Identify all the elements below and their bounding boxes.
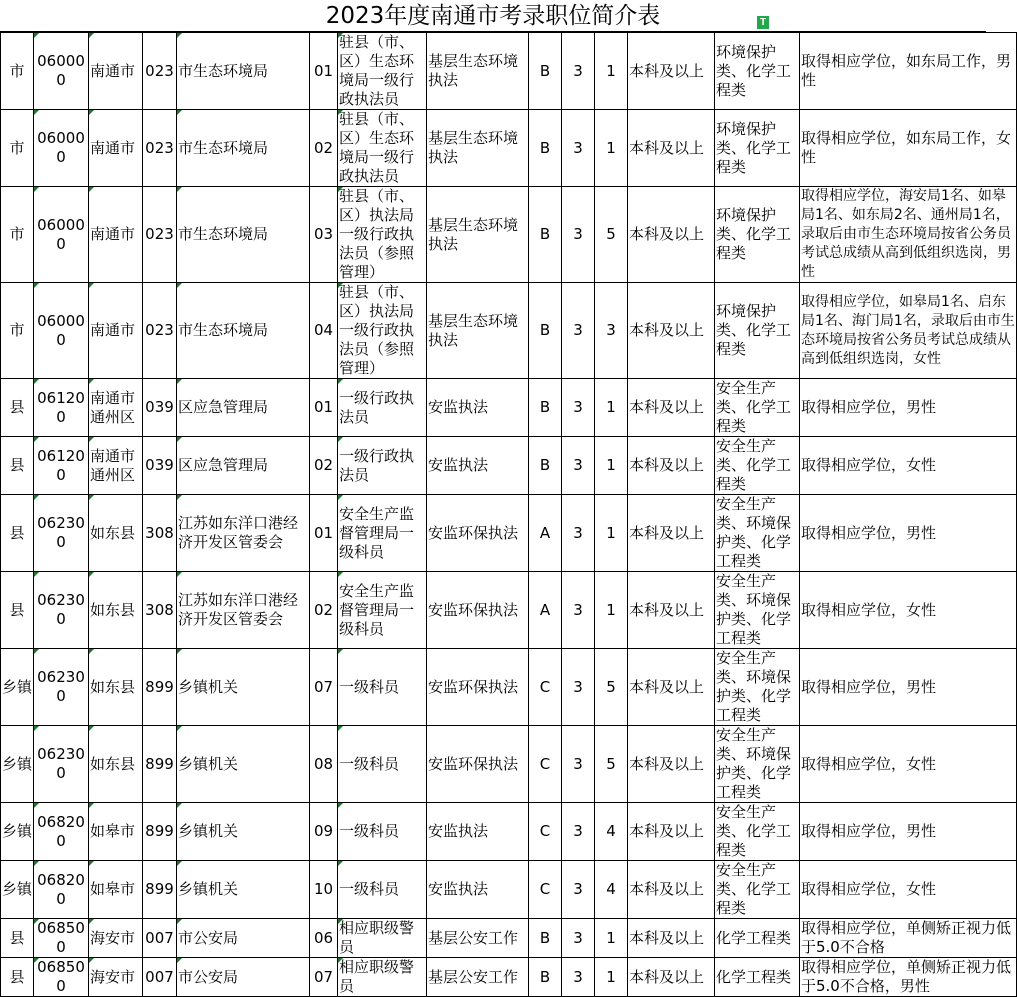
cell-category[interactable]: C xyxy=(529,861,562,919)
cell-education[interactable]: 本科及以上 xyxy=(628,495,715,572)
cell-position-desc[interactable]: 基层生态环境执法 xyxy=(427,110,529,187)
cell-quota[interactable]: 1 xyxy=(595,110,628,187)
cell-region[interactable]: 如皋市 xyxy=(89,803,143,861)
cell-major[interactable]: 环境保护类、化学工程类 xyxy=(715,110,800,187)
cell-unit-code[interactable]: 023 xyxy=(143,110,177,187)
cell-dept-code[interactable]: 061200 xyxy=(34,379,89,437)
cell-unit-name[interactable]: 市公安局 xyxy=(177,919,310,958)
table-row xyxy=(1,803,1017,861)
cell-level[interactable]: 乡镇 xyxy=(1,649,34,726)
cell-region[interactable]: 南通市 xyxy=(89,33,143,110)
cell-category[interactable]: B xyxy=(529,919,562,958)
cell-category[interactable]: B xyxy=(529,283,562,379)
cell-quota[interactable]: 1 xyxy=(595,495,628,572)
cell-region[interactable]: 如东县 xyxy=(89,495,143,572)
cell-ratio[interactable]: 3 xyxy=(562,187,595,283)
cell-notes[interactable]: 取得相应学位，女性 xyxy=(800,572,1017,649)
cell-dept-code[interactable]: 068500 xyxy=(34,958,89,997)
cell-unit-code[interactable]: 899 xyxy=(143,803,177,861)
cell-education[interactable]: 本科及以上 xyxy=(628,110,715,187)
cell-position-name[interactable]: 一级行政执法员 xyxy=(338,379,427,437)
cell-position-code[interactable]: 07 xyxy=(310,649,338,726)
cell-position-code[interactable]: 03 xyxy=(310,187,338,283)
cell-quota[interactable]: 3 xyxy=(595,283,628,379)
page-title: 2023年度南通市考录职位简介表 xyxy=(325,3,661,29)
cell-quota[interactable]: 1 xyxy=(595,919,628,958)
cell-major[interactable]: 化学工程类 xyxy=(715,958,800,997)
cell-unit-name[interactable]: 区应急管理局 xyxy=(177,379,310,437)
table-row xyxy=(1,495,1017,572)
cell-region[interactable]: 南通市通州区 xyxy=(89,379,143,437)
cell-position-desc[interactable]: 基层公安工作 xyxy=(427,919,529,958)
cell-position-name[interactable]: 一级科员 xyxy=(338,726,427,803)
cell-major[interactable]: 安全生产类、环境保护类、化学工程类 xyxy=(715,572,800,649)
cell-unit-code[interactable]: 007 xyxy=(143,958,177,997)
cell-position-desc[interactable]: 安监执法 xyxy=(427,379,529,437)
cell-major[interactable]: 环境保护类、化学工程类 xyxy=(715,283,800,379)
text-format-icon[interactable]: T xyxy=(757,16,769,29)
cell-region[interactable]: 南通市 xyxy=(89,110,143,187)
cell-region[interactable]: 海安市 xyxy=(89,958,143,997)
table-row xyxy=(1,187,1017,283)
cell-region[interactable]: 南通市 xyxy=(89,187,143,283)
cell-level[interactable]: 县 xyxy=(1,379,34,437)
cell-ratio[interactable]: 3 xyxy=(562,861,595,919)
cell-education[interactable]: 本科及以上 xyxy=(628,572,715,649)
cell-unit-name[interactable]: 乡镇机关 xyxy=(177,861,310,919)
cell-position-name[interactable]: 驻县（市、区）生态环境局一级行政执法员 xyxy=(338,33,427,110)
cell-position-name[interactable]: 一级科员 xyxy=(338,803,427,861)
cell-quota[interactable]: 1 xyxy=(595,958,628,997)
cell-education[interactable]: 本科及以上 xyxy=(628,803,715,861)
cell-notes[interactable]: 取得相应学位，女性 xyxy=(800,726,1017,803)
cell-level[interactable]: 乡镇 xyxy=(1,861,34,919)
cell-unit-name[interactable]: 江苏如东洋口港经济开发区管委会 xyxy=(177,495,310,572)
cell-ratio[interactable]: 3 xyxy=(562,283,595,379)
cell-education[interactable]: 本科及以上 xyxy=(628,379,715,437)
cell-category[interactable]: B xyxy=(529,437,562,495)
cell-level[interactable]: 县 xyxy=(1,572,34,649)
cell-education[interactable]: 本科及以上 xyxy=(628,958,715,997)
cell-major[interactable]: 环境保护类、化学工程类 xyxy=(715,33,800,110)
cell-position-code[interactable]: 04 xyxy=(310,283,338,379)
cell-position-name[interactable]: 安全生产监督管理局一级科员 xyxy=(338,572,427,649)
table-row xyxy=(1,919,1017,958)
cell-unit-code[interactable]: 899 xyxy=(143,861,177,919)
cell-major[interactable]: 安全生产类、环境保护类、化学工程类 xyxy=(715,726,800,803)
cell-quota[interactable]: 5 xyxy=(595,187,628,283)
cell-notes[interactable]: 取得相应学位，如皋局1名、启东局1名、海门局1名，录取后由市生态环境局按省公务员考试总成绩从高到低组织选岗，女性 xyxy=(800,283,1017,379)
cell-position-code[interactable]: 01 xyxy=(310,379,338,437)
cell-position-code[interactable]: 06 xyxy=(310,919,338,958)
cell-major[interactable]: 化学工程类 xyxy=(715,919,800,958)
table-row xyxy=(1,110,1017,187)
cell-unit-code[interactable]: 899 xyxy=(143,726,177,803)
cell-position-name[interactable]: 一级科员 xyxy=(338,861,427,919)
cell-quota[interactable]: 5 xyxy=(595,649,628,726)
cell-education[interactable]: 本科及以上 xyxy=(628,861,715,919)
cell-quota[interactable]: 5 xyxy=(595,726,628,803)
cell-dept-code[interactable]: 062300 xyxy=(34,495,89,572)
cell-position-code[interactable]: 08 xyxy=(310,726,338,803)
table-row xyxy=(1,861,1017,919)
cell-ratio[interactable]: 3 xyxy=(562,437,595,495)
cell-ratio[interactable]: 3 xyxy=(562,958,595,997)
cell-notes[interactable]: 取得相应学位，单侧矫正视力低于5.0不合格 xyxy=(800,919,1017,958)
cell-notes[interactable]: 取得相应学位，男性 xyxy=(800,379,1017,437)
cell-unit-code[interactable]: 039 xyxy=(143,379,177,437)
cell-level[interactable]: 市 xyxy=(1,187,34,283)
cell-unit-name[interactable]: 区应急管理局 xyxy=(177,437,310,495)
cell-unit-name[interactable]: 市生态环境局 xyxy=(177,283,310,379)
cell-position-name[interactable]: 驻县（市、区）生态环境局一级行政执法员 xyxy=(338,110,427,187)
cell-quota[interactable]: 1 xyxy=(595,437,628,495)
cell-notes[interactable]: 取得相应学位，女性 xyxy=(800,437,1017,495)
cell-ratio[interactable]: 3 xyxy=(562,572,595,649)
cell-category[interactable]: C xyxy=(529,726,562,803)
cell-education[interactable]: 本科及以上 xyxy=(628,437,715,495)
cell-unit-code[interactable]: 039 xyxy=(143,437,177,495)
cell-quota[interactable]: 4 xyxy=(595,861,628,919)
cell-dept-code[interactable]: 060000 xyxy=(34,110,89,187)
cell-major[interactable]: 安全生产类、化学工程类 xyxy=(715,437,800,495)
cell-position-code[interactable]: 10 xyxy=(310,861,338,919)
cell-position-desc[interactable]: 安监环保执法 xyxy=(427,572,529,649)
cell-education[interactable]: 本科及以上 xyxy=(628,649,715,726)
cell-major[interactable]: 安全生产类、化学工程类 xyxy=(715,803,800,861)
cell-region[interactable]: 南通市 xyxy=(89,283,143,379)
cell-position-name[interactable]: 一级行政执法员 xyxy=(338,437,427,495)
cell-region[interactable]: 如皋市 xyxy=(89,861,143,919)
cell-notes[interactable]: 取得相应学位，如东局工作，男性 xyxy=(800,33,1017,110)
cell-region[interactable]: 如东县 xyxy=(89,649,143,726)
cell-education[interactable]: 本科及以上 xyxy=(628,187,715,283)
cell-unit-name[interactable]: 市公安局 xyxy=(177,958,310,997)
table-row xyxy=(1,726,1017,803)
cell-position-desc[interactable]: 安监环保执法 xyxy=(427,726,529,803)
cell-position-desc[interactable]: 基层公安工作 xyxy=(427,958,529,997)
cell-unit-name[interactable]: 江苏如东洋口港经济开发区管委会 xyxy=(177,572,310,649)
cell-position-name[interactable]: 一级科员 xyxy=(338,649,427,726)
cell-position-name[interactable]: 驻县（市、区）执法局一级行政执法员（参照管理） xyxy=(338,187,427,283)
cell-major[interactable]: 安全生产类、环境保护类、化学工程类 xyxy=(715,495,800,572)
cell-category[interactable]: C xyxy=(529,803,562,861)
cell-position-code[interactable]: 01 xyxy=(310,495,338,572)
cell-major[interactable]: 安全生产类、化学工程类 xyxy=(715,379,800,437)
cell-unit-code[interactable]: 023 xyxy=(143,33,177,110)
cell-unit-name[interactable]: 市生态环境局 xyxy=(177,110,310,187)
cell-level[interactable]: 乡镇 xyxy=(1,726,34,803)
cell-major[interactable]: 安全生产类、环境保护类、化学工程类 xyxy=(715,649,800,726)
cell-unit-name[interactable]: 市生态环境局 xyxy=(177,187,310,283)
cell-dept-code[interactable]: 068200 xyxy=(34,861,89,919)
cell-notes[interactable]: 取得相应学位，男性 xyxy=(800,649,1017,726)
cell-position-desc[interactable]: 基层生态环境执法 xyxy=(427,33,529,110)
cell-region[interactable]: 如东县 xyxy=(89,572,143,649)
cell-ratio[interactable]: 3 xyxy=(562,919,595,958)
cell-unit-name[interactable]: 乡镇机关 xyxy=(177,726,310,803)
cell-level[interactable]: 县 xyxy=(1,495,34,572)
cell-quota[interactable]: 1 xyxy=(595,33,628,110)
cell-position-desc[interactable]: 安监执法 xyxy=(427,861,529,919)
table-row xyxy=(1,572,1017,649)
table-row xyxy=(1,379,1017,437)
cell-notes[interactable]: 取得相应学位，男性 xyxy=(800,803,1017,861)
cell-position-code[interactable]: 01 xyxy=(310,33,338,110)
cell-position-code[interactable]: 09 xyxy=(310,803,338,861)
cell-ratio[interactable]: 3 xyxy=(562,495,595,572)
cell-position-code[interactable]: 07 xyxy=(310,958,338,997)
cell-position-code[interactable]: 02 xyxy=(310,110,338,187)
cell-quota[interactable]: 1 xyxy=(595,379,628,437)
cell-notes[interactable]: 取得相应学位，女性 xyxy=(800,861,1017,919)
cell-education[interactable]: 本科及以上 xyxy=(628,726,715,803)
cell-region[interactable]: 海安市 xyxy=(89,919,143,958)
cell-notes[interactable]: 取得相应学位，海安局1名、如皋局1名、如东局2名、通州局1名，录取后由市生态环境局按省公务员考试总成绩从高到低组织选岗，男性 xyxy=(800,187,1017,283)
cell-dept-code[interactable]: 062300 xyxy=(34,649,89,726)
cell-ratio[interactable]: 3 xyxy=(562,33,595,110)
cell-dept-code[interactable]: 060000 xyxy=(34,33,89,110)
cell-education[interactable]: 本科及以上 xyxy=(628,919,715,958)
cell-level[interactable]: 市 xyxy=(1,33,34,110)
cell-major[interactable]: 安全生产类、化学工程类 xyxy=(715,861,800,919)
cell-unit-name[interactable]: 市生态环境局 xyxy=(177,33,310,110)
cell-unit-name[interactable]: 乡镇机关 xyxy=(177,649,310,726)
cell-level[interactable]: 市 xyxy=(1,110,34,187)
cell-level[interactable]: 乡镇 xyxy=(1,803,34,861)
cell-notes[interactable]: 取得相应学位，如东局工作，女性 xyxy=(800,110,1017,187)
cell-position-name[interactable]: 安全生产监督管理局一级科员 xyxy=(338,495,427,572)
cell-ratio[interactable]: 3 xyxy=(562,379,595,437)
table-row xyxy=(1,283,1017,379)
cell-level[interactable]: 县 xyxy=(1,919,34,958)
cell-level[interactable]: 县 xyxy=(1,437,34,495)
cell-ratio[interactable]: 3 xyxy=(562,803,595,861)
cell-unit-code[interactable]: 023 xyxy=(143,283,177,379)
title-row xyxy=(0,0,986,32)
cell-dept-code[interactable]: 068500 xyxy=(34,919,89,958)
cell-dept-code[interactable]: 068200 xyxy=(34,803,89,861)
cell-dept-code[interactable]: 061200 xyxy=(34,437,89,495)
cell-ratio[interactable]: 3 xyxy=(562,110,595,187)
cell-notes[interactable]: 取得相应学位，男性 xyxy=(800,495,1017,572)
cell-position-name[interactable]: 相应职级警员 xyxy=(338,958,427,997)
cell-dept-code[interactable]: 060000 xyxy=(34,187,89,283)
cell-education[interactable]: 本科及以上 xyxy=(628,283,715,379)
cell-position-desc[interactable]: 基层生态环境执法 xyxy=(427,283,529,379)
cell-unit-code[interactable]: 308 xyxy=(143,495,177,572)
cell-unit-code[interactable]: 308 xyxy=(143,572,177,649)
cell-category[interactable]: B xyxy=(529,33,562,110)
cell-position-desc[interactable]: 安监执法 xyxy=(427,437,529,495)
cell-level[interactable]: 县 xyxy=(1,958,34,997)
cell-category[interactable]: A xyxy=(529,572,562,649)
cell-category[interactable]: A xyxy=(529,495,562,572)
table-row xyxy=(1,649,1017,726)
cell-category[interactable]: B xyxy=(529,958,562,997)
cell-ratio[interactable]: 3 xyxy=(562,649,595,726)
cell-unit-code[interactable]: 899 xyxy=(143,649,177,726)
cell-dept-code[interactable]: 060000 xyxy=(34,283,89,379)
cell-region[interactable]: 南通市通州区 xyxy=(89,437,143,495)
cell-education[interactable]: 本科及以上 xyxy=(628,33,715,110)
cell-major[interactable]: 环境保护类、化学工程类 xyxy=(715,187,800,283)
cell-quota[interactable]: 1 xyxy=(595,572,628,649)
table-body xyxy=(1,33,1017,997)
cell-notes[interactable]: 取得相应学位，单侧矫正视力低于5.0不合格，男性 xyxy=(800,958,1017,997)
positions-table xyxy=(0,32,1017,997)
cell-position-name[interactable]: 驻县（市、区）执法局一级行政执法员（参照管理） xyxy=(338,283,427,379)
cell-category[interactable]: B xyxy=(529,110,562,187)
cell-position-code[interactable]: 02 xyxy=(310,572,338,649)
cell-dept-code[interactable]: 062300 xyxy=(34,726,89,803)
table-row xyxy=(1,33,1017,110)
cell-unit-code[interactable]: 023 xyxy=(143,187,177,283)
cell-dept-code[interactable]: 062300 xyxy=(34,572,89,649)
cell-position-desc[interactable]: 安监环保执法 xyxy=(427,495,529,572)
cell-unit-name[interactable]: 乡镇机关 xyxy=(177,803,310,861)
cell-category[interactable]: B xyxy=(529,187,562,283)
cell-position-code[interactable]: 02 xyxy=(310,437,338,495)
cell-position-desc[interactable]: 安监环保执法 xyxy=(427,649,529,726)
cell-category[interactable]: C xyxy=(529,649,562,726)
cell-unit-code[interactable]: 007 xyxy=(143,919,177,958)
table-row xyxy=(1,437,1017,495)
cell-ratio[interactable]: 3 xyxy=(562,726,595,803)
cell-position-desc[interactable]: 安监执法 xyxy=(427,803,529,861)
table-row xyxy=(1,958,1017,997)
cell-region[interactable]: 如东县 xyxy=(89,726,143,803)
cell-category[interactable]: B xyxy=(529,379,562,437)
cell-position-desc[interactable]: 基层生态环境执法 xyxy=(427,187,529,283)
cell-quota[interactable]: 4 xyxy=(595,803,628,861)
cell-level[interactable]: 市 xyxy=(1,283,34,379)
cell-position-name[interactable]: 相应职级警员 xyxy=(338,919,427,958)
